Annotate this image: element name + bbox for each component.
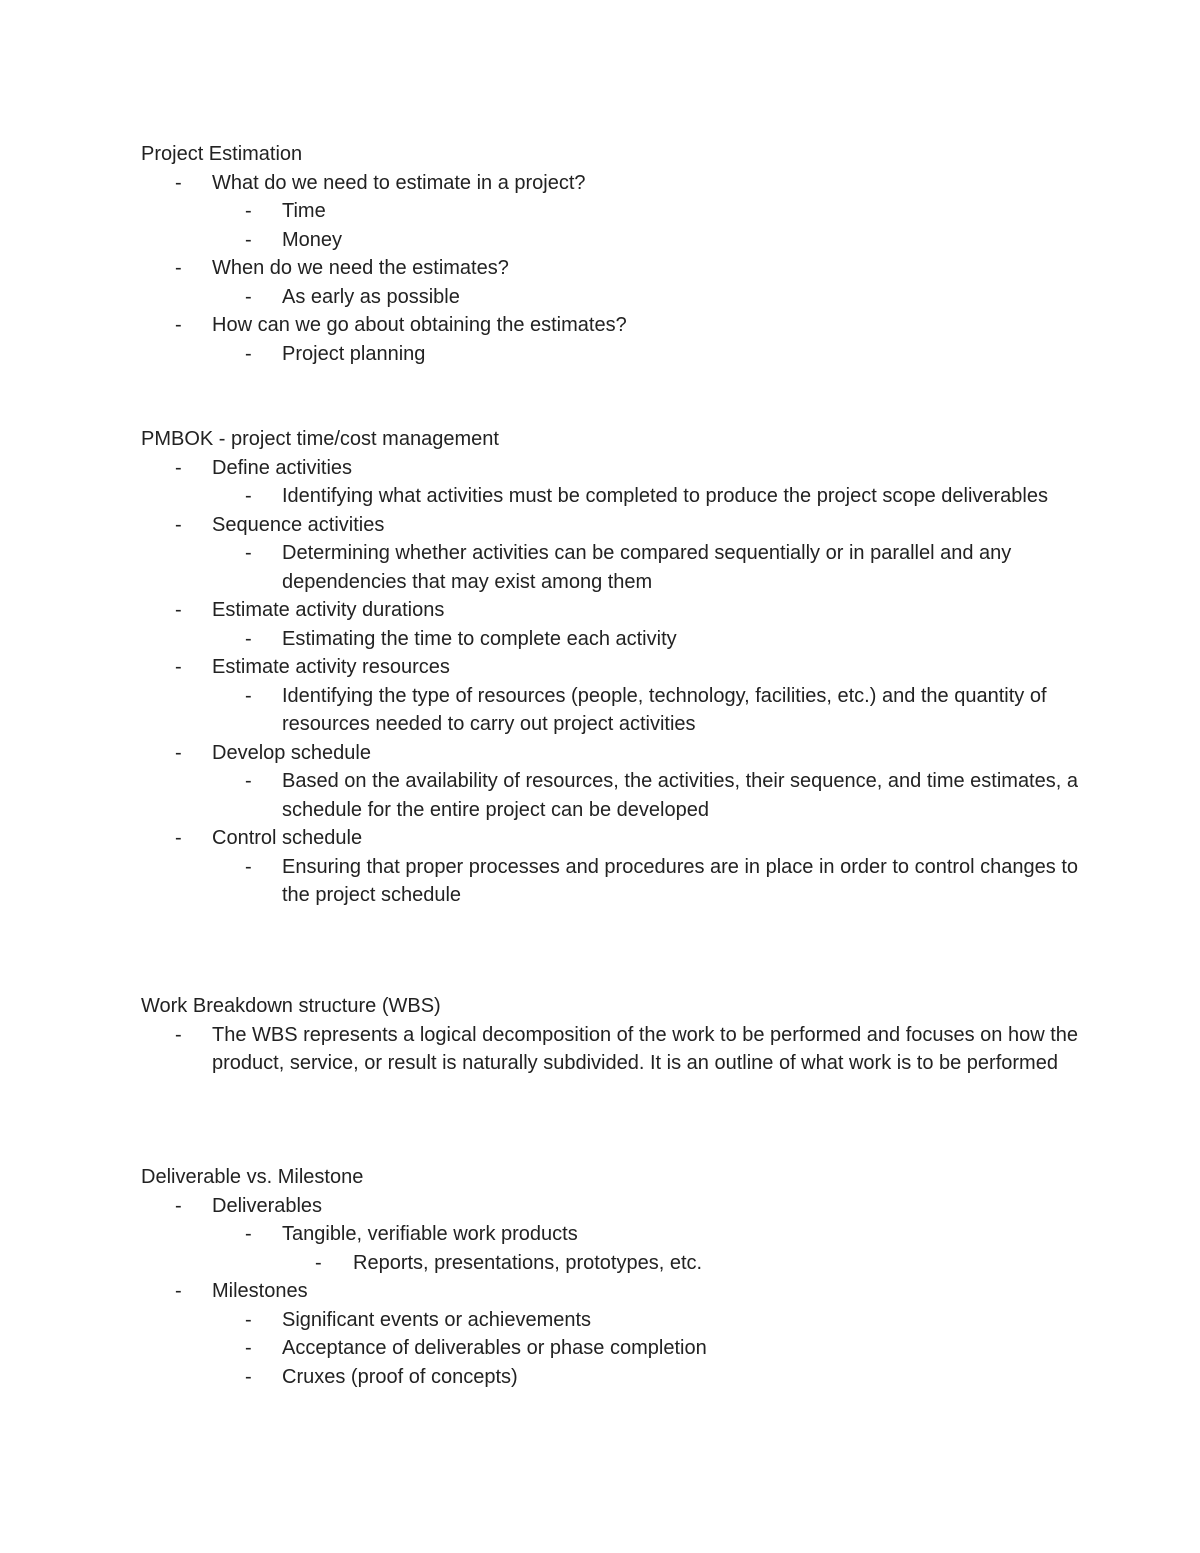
bullet-dash: - [245,542,252,564]
list-item: - As early as possible [141,283,1081,312]
list-item: - Significant events or achievements [141,1306,1081,1335]
bullet-dash: - [245,200,252,222]
bullet-dash: - [175,1194,182,1217]
list-item: - Develop schedule [141,739,1081,768]
bullet-dash: - [245,342,252,365]
bullet-dash: - [175,456,182,479]
section-wbs [141,992,1081,1078]
list-item: - The WBS represents a logical decomposition of the work to be performed and focuses on how the product, service, or result is naturally subdivided. It is an outline of what work is to be performed [141,1021,1081,1078]
section-heading: Work Breakdown structure (WBS) [141,995,441,1017]
section-heading: PMBOK - project time/cost management [141,428,499,450]
list-item: - Milestones [141,1277,1081,1306]
list-item: - Estimating the time to complete each activity [141,625,1081,654]
bullet-dash: - [245,485,252,507]
list-item: - How can we go about obtaining the estimates? [141,311,1081,340]
bullet-dash: - [245,285,252,308]
list-item: - Define activities [141,454,1081,483]
bullet-dash: - [175,513,182,536]
bullet-dash: - [245,855,252,878]
list-item: - Tangible, verifiable work products [141,1220,1081,1249]
section-project-estimation [141,140,1081,368]
bullet-dash: - [175,314,182,336]
bullet-dash: - [175,827,182,849]
list-item: - Deliverables [141,1192,1081,1221]
bullet-dash: - [175,257,182,279]
bullet-dash: - [245,1308,252,1331]
list-item: - Acceptance of deliverables or phase completion [141,1334,1081,1363]
section-pmbok [141,425,1081,910]
bullet-dash: - [245,627,252,650]
list-item: - When do we need the estimates? [141,254,1081,283]
list-item: - Sequence activities [141,511,1081,540]
bullet-dash: - [245,770,252,792]
list-item: - Time [141,197,1081,226]
list-item: - Money [141,226,1081,255]
bullet-dash: - [245,228,252,251]
section-deliverable-vs-milestone [141,1163,1081,1391]
list-item: - Cruxes (proof of concepts) [141,1363,1081,1392]
list-item: - Based on the availability of resources, the activities, their sequence, and time estimates, a schedule for the entire project can be developed [141,767,1081,824]
list-item: - Reports, presentations, prototypes, etc. [141,1249,1081,1278]
bullet-dash: - [175,741,182,764]
list-item: - Identifying what activities must be completed to produce the project scope deliverables [141,482,1081,511]
bullet-dash: - [175,1280,182,1302]
bullet-dash: - [245,684,252,707]
bullet-dash: - [175,171,182,194]
bullet-dash: - [245,1223,252,1245]
bullet-dash: - [245,1337,252,1359]
list-item: - Project planning [141,340,1081,369]
list-item: - Estimate activity resources [141,653,1081,682]
bullet-dash: - [175,1023,182,1046]
list-item: - Identifying the type of resources (people, technology, facilities, etc.) and the quantity of resources needed to carry out project activities [141,682,1081,739]
list-item: - Determining whether activities can be compared sequentially or in parallel and any dependencies that may exist among them [141,539,1081,596]
bullet-dash: - [245,1365,252,1388]
list-item: - What do we need to estimate in a project? [141,169,1081,198]
list-item: - Control schedule [141,824,1081,853]
bullet-dash: - [175,656,182,678]
section-heading: Deliverable vs. Milestone [141,1166,364,1188]
section-heading: Project Estimation [141,143,303,165]
bullet-dash: - [315,1251,322,1274]
list-item: - Estimate activity durations [141,596,1081,625]
list-item: - Ensuring that proper processes and procedures are in place in order to control changes to the project schedule [141,853,1081,910]
bullet-dash: - [175,599,182,621]
